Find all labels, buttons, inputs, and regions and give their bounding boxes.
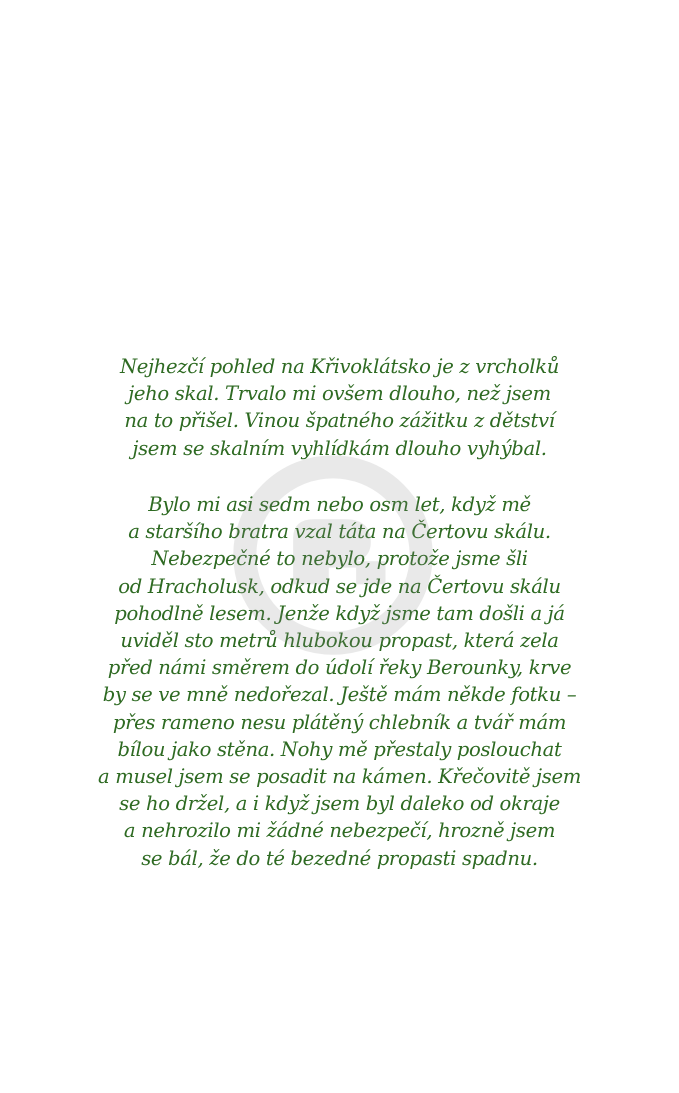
text-line: bílou jako stěna. Nohy mě přestaly poslouchat — [117, 737, 562, 761]
text-line: před námi směrem do údolí řeky Berounky, krve — [107, 656, 572, 680]
paragraph-1 — [60, 353, 619, 462]
text-line: na to přišel. Vinou špatného zážitku z dětství — [124, 409, 555, 433]
text-line: se ho držel, a i když jsem byl daleko od okraje — [119, 792, 560, 816]
text-line: přes rameno nesu plátěný chlebník a tvář mám — [112, 710, 567, 734]
text-line: a staršího bratra vzal táta na Čertovu skálu. — [128, 520, 551, 544]
text-line: pohodlně lesem. Jenže když jsme tam došli a já — [114, 601, 565, 625]
text-line: a nehrozilo mi žádné nebezpečí, hrozně jsem — [123, 819, 556, 843]
text-line: jeho skal. Trvalo mi ovšem dlouho, než jsem — [128, 382, 551, 406]
text-line: a musel jsem se posadit na kámen. Křečovitě jsem — [98, 765, 581, 789]
text-line: jsem se skalním vyhlídkám dlouho vyhýbal. — [132, 436, 547, 460]
text-line: Bylo mi asi sedm nebo osm let, když mě — [148, 493, 531, 516]
paragraph-2 — [60, 491, 619, 872]
text-line: Nejhezčí pohled na Křivoklátsko je z vrcholků — [119, 355, 559, 378]
text-line: by se ve mně nedořezal. Ještě mám někde fotku – — [102, 683, 577, 707]
text-line: Nebezpečné to nebylo, protože jsme šli — [151, 547, 528, 571]
text-line: se bál, že do té bezedné propasti spadnu. — [141, 846, 538, 870]
text-line: uviděl sto metrů hlubokou propast, která zela — [120, 629, 559, 653]
text-line: od Hracholusk, odkud se jde na Čertovu skálu — [118, 574, 561, 598]
